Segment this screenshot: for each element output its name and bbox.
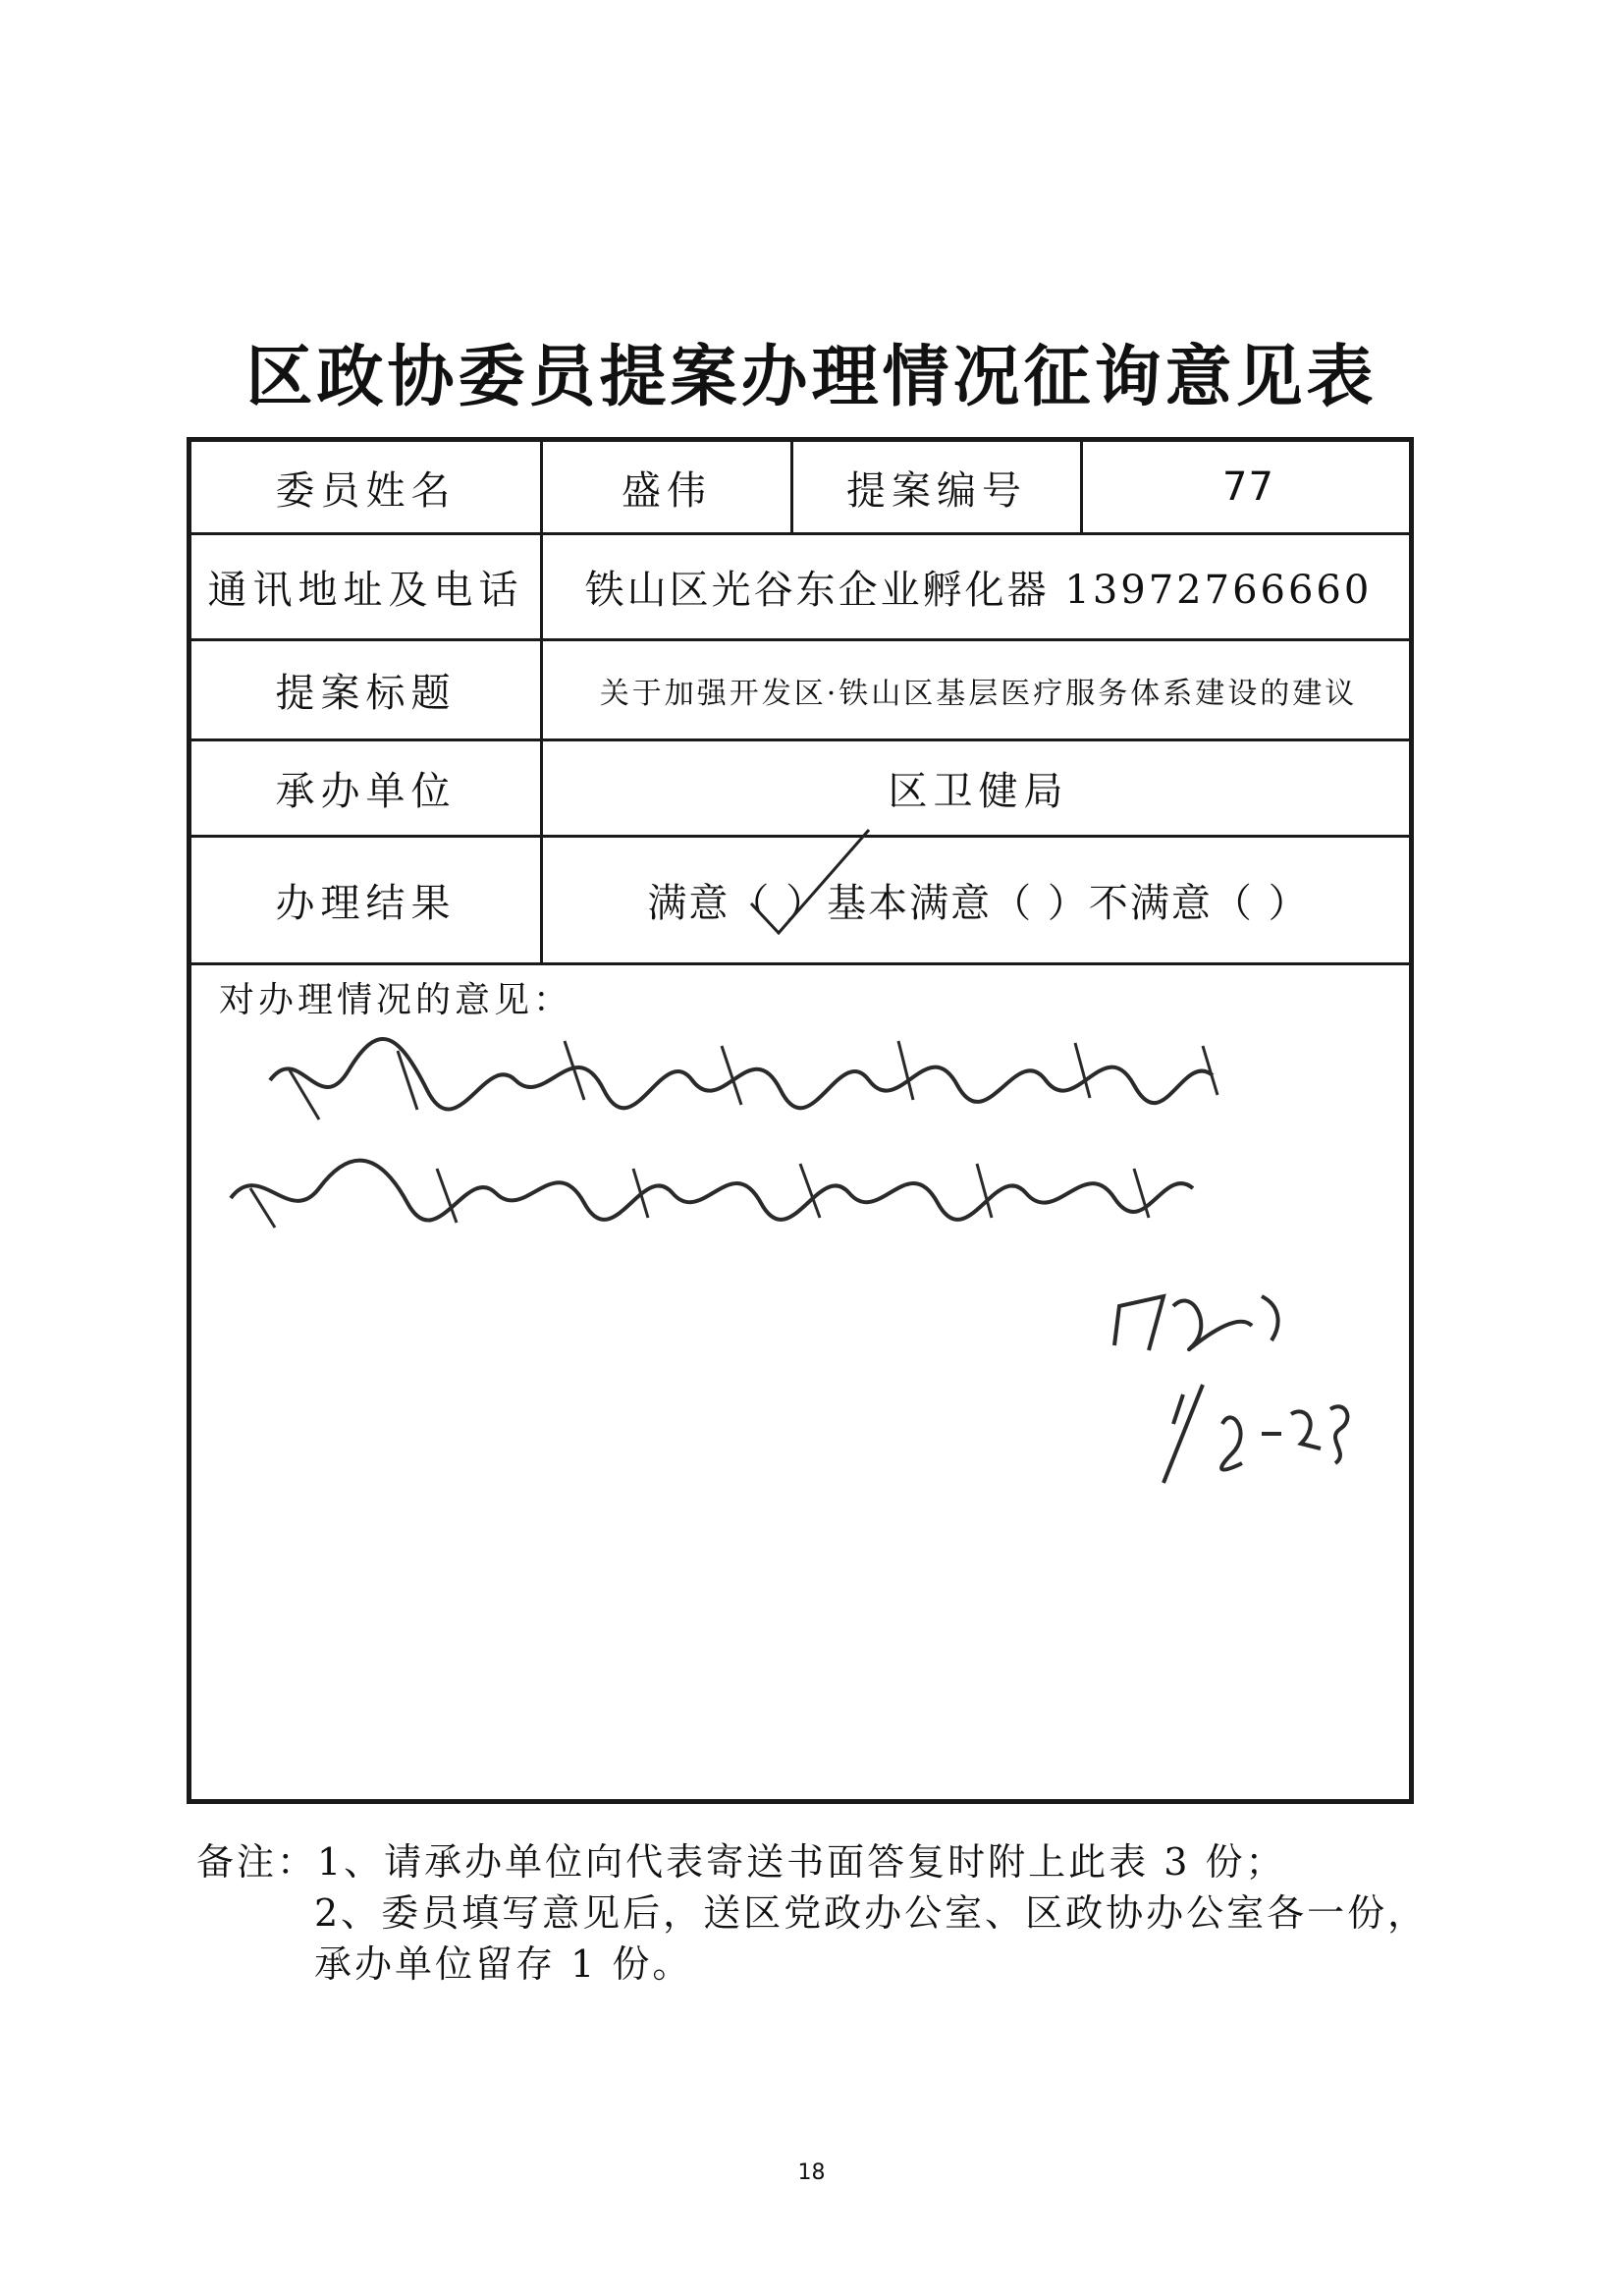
address-label: 通讯地址及电话 [207,568,524,613]
notes [196,1836,1428,1990]
note-line-2: 2、委员填写意见后，送区党政办公室、区政协办公室各一份， [314,1891,1429,1935]
comment-label: 对办理情况的意见： [219,980,573,1020]
form-title: 区政协委员提案办理情况征询意见表 [245,338,1378,416]
opinion-form-table [187,437,1414,1804]
result-label: 办理结果 [275,881,457,926]
proposal-no-value: 77 [1222,465,1274,510]
proposal-title-value: 关于加强开发区·铁山区基层医疗服务体系建设的建议 [599,676,1358,711]
handler-label: 承办单位 [275,769,457,814]
member-name-label: 委员姓名 [275,467,457,514]
handler-value: 区卫健局 [888,769,1069,814]
note-line-1: 备注：1、请承办单位向代表寄送书面答复时附上此表 3 份； [196,1840,1286,1884]
result-options: 满意（ ）基本满意（ ）不满意（ ） [647,881,1310,926]
page-number: 18 [797,2160,826,2185]
address-value: 铁山区光谷东企业孵化器 13972766660 [584,568,1373,613]
note-line-3: 承办单位留存 1 份。 [314,1942,693,1986]
proposal-title-label: 提案标题 [275,671,457,716]
proposal-no-label: 提案编号 [846,467,1027,514]
member-name-value: 盛伟 [622,467,712,514]
